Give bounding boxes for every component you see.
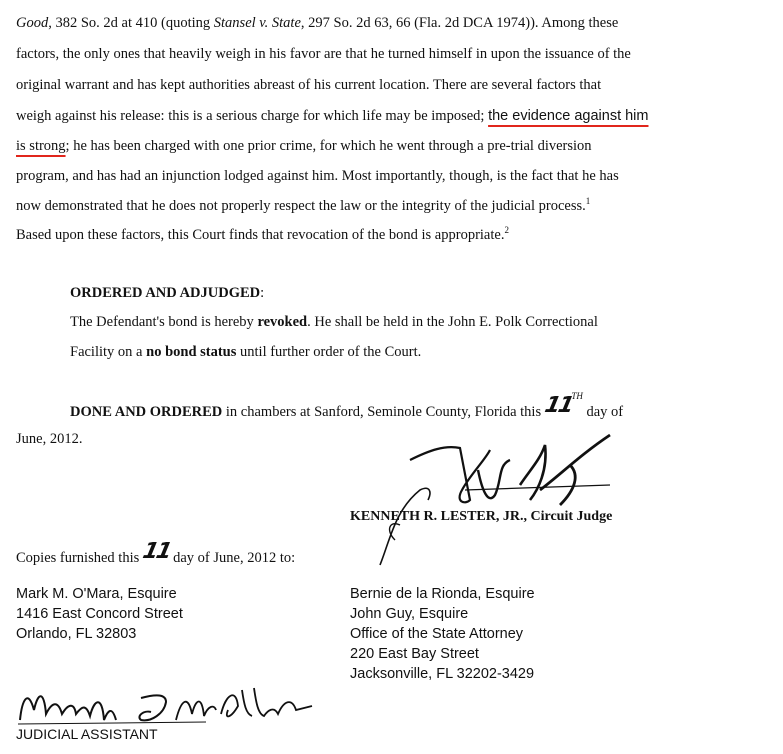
recipient-right-line-4: 220 East Bay Street [350,646,479,662]
done-day-of: day of [582,404,624,420]
copies-furnished-line [16,539,296,567]
paragraph-line-1 [16,14,618,32]
recipient-left-line-1: Mark M. O'Mara, Esquire [16,586,177,602]
paragraph-line-2: factors, the only ones that heavily weigh in his favor are that he turned himself in upon the issuance of the [16,46,631,62]
copies-handwritten-day: 11 [140,539,173,564]
paragraph-line-6: program, and has had an injunction lodged against him. Most importantly, though, is the fact that he has [16,168,619,184]
handwritten-day: 11 [542,393,575,418]
done-location-text: in chambers at Sanford, Seminole County, Florida this [222,404,545,420]
recipient-right-line-1: Bernie de la Rionda, Esquire [350,586,535,602]
prior-crime-text: ; he has been charged with one prior crime, for which he went through a pre-trial diversion [65,138,592,154]
citation-text: , 382 So. 2d at 410 (quoting [48,15,214,31]
handwritten-day-suffix: TH [571,391,583,401]
judge-signature-image [370,430,630,570]
order-bond-text: The Defendant's bond is hereby [70,314,258,330]
paragraph-line-8 [16,226,509,244]
order-until-text: until further order of the Court. [236,344,422,360]
release-factors-text: weigh against his release: this is a serious charge for which life may be imposed; [16,108,489,124]
copies-text-a: Copies furnished this [16,550,143,566]
paragraph-line-3: original warrant and has kept authorities abreast of his current location. There are several factors that [16,77,602,93]
order-heading-colon: : [260,285,265,301]
paragraph-line-7 [16,197,590,215]
recipient-right-line-3: Office of the State Attorney [350,626,524,642]
assistant-signature-image [16,680,316,730]
recipient-right-line-2: John Guy, Esquire [350,606,469,622]
conclusion-text: Based upon these factors, this Court finds that revocation of the bond is appropriate. [16,227,505,243]
recipient-right-line-5: Jacksonville, FL 32202-3429 [350,666,535,682]
order-heading [70,284,264,302]
judge-name-line: KENNETH R. LESTER, JR., Circuit Judge [350,509,613,524]
citation-end: , 297 So. 2d 63, 66 (Fla. 2d DCA 1974)). Among these [300,15,619,31]
done-and-ordered: DONE AND ORDERED [70,404,223,420]
case-name-stansel: Stansel v. State [213,15,301,31]
paragraph-line-4 [16,107,648,125]
judicial-assistant-title: JUDICIAL ASSISTANT [16,726,158,742]
judicial-process-text: now demonstrated that he does not properly respect the law or the integrity of the judicial process. [16,198,586,214]
highlighted-evidence-text: the evidence against him [488,108,649,124]
order-heading-text: ORDERED AND ADJUDGED [70,285,261,301]
order-line-1 [70,313,598,331]
order-no-bond-status: no bond status [146,344,237,360]
highlighted-is-strong: is strong [16,138,66,154]
order-held-text: . He shall be held in the John E. Polk Correctional [307,314,598,330]
case-name-good: Good [16,15,49,31]
done-line-2: June, 2012. [16,431,83,447]
done-line-1 [70,391,624,421]
order-line-2 [70,343,421,361]
recipient-left-line-3: Orlando, FL 32803 [16,626,137,642]
paragraph-line-5 [16,137,592,155]
footnote-ref-2: 2 [504,225,509,236]
order-facility-text: Facility on a [70,344,147,360]
order-revoked: revoked [257,314,308,330]
recipient-left-line-2: 1416 East Concord Street [16,606,183,622]
copies-text-b: day of June, 2012 to: [169,550,296,566]
footnote-ref-1: 1 [585,196,591,207]
